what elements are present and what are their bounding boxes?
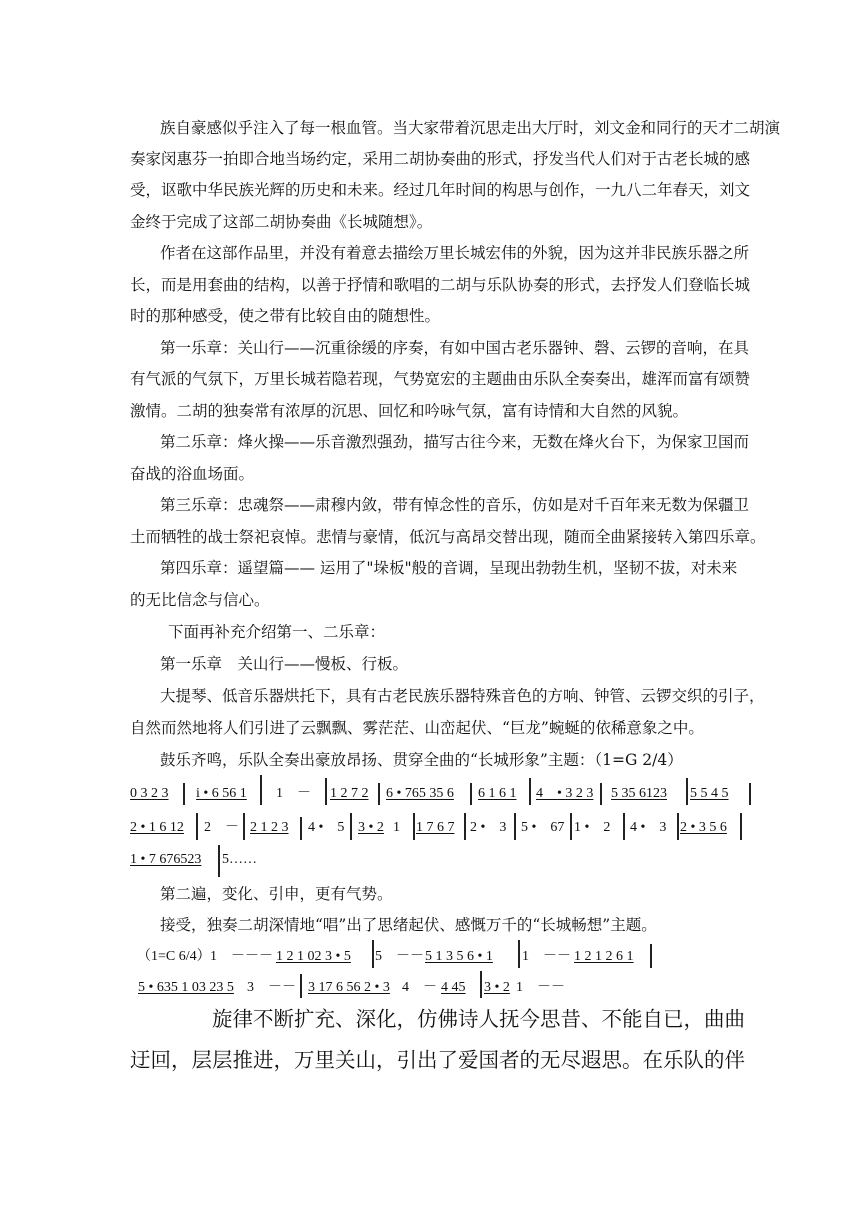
bar-line	[650, 944, 652, 968]
paragraph-line: 旋律不断扩充、深化，仿佛诗人抚今思昔、不能自已，曲曲	[212, 1007, 745, 1031]
score-note: 3 • 2	[484, 980, 510, 995]
score-note: 4 • 3 2 3	[536, 786, 594, 801]
bar-line	[514, 813, 516, 840]
bar-line	[300, 817, 302, 840]
bar-line	[196, 813, 198, 840]
score-note: 5……	[222, 852, 257, 867]
bar-line	[470, 783, 472, 805]
bar-line	[686, 778, 688, 805]
paragraph-line: 鼓乐齐鸣，乐队全奏出豪放昂扬、贯穿全曲的“长城形象”主题：（1=G 2/4）	[160, 751, 683, 769]
bar-line	[518, 940, 520, 968]
paragraph-line: 土而牺牲的战士祭祀哀悼。悲情与豪情，低沉与高昂交替出现，随而全曲紧接转入第四乐章。	[130, 528, 766, 546]
bar-line	[529, 778, 531, 805]
paragraph-line: 接受，独奏二胡深情地“唱”出了思绪起伏、感慨万千的“长城畅想”主题。	[160, 916, 657, 934]
bar-line	[749, 783, 751, 805]
bar-line	[260, 775, 262, 805]
paragraph-line: 受，讴歌中华民族光辉的历史和未来。经过几年时间的构思与创作，一九八二年春天，刘文	[130, 181, 751, 199]
paragraph-line: 自然而然地将人们引进了云飘飘、雾茫茫、山峦起伏、“巨龙”蜿蜒的依稀意象之中。	[130, 719, 704, 737]
paragraph-line: 激情。二胡的独奏常有浓厚的沉思、回忆和吟咏气氛，富有诗情和大自然的风貌。	[130, 402, 689, 420]
score-note: i • 6 56 1	[196, 786, 247, 801]
score-note: 1	[393, 820, 400, 835]
paragraph-line: 族自豪感似乎注入了每一根血管。当大家带着沉思走出大厅时，刘文金和同行的天才二胡演	[160, 119, 781, 137]
key-signature: （1=C 6/4）	[137, 949, 211, 964]
score-note: 5 －－	[375, 949, 424, 964]
score-note: 1 7 6 7	[416, 820, 455, 835]
score-note: 4 • 5	[308, 820, 345, 835]
score-note: 2 • 3 5 6	[680, 820, 727, 835]
paragraph-line: 第一乐章：关山行——沉重徐缓的序奏，有如中国古老乐器钟、磬、云锣的音响，在具	[160, 339, 750, 357]
score-note: 5 • 67	[521, 820, 565, 835]
score-note: 1 －	[276, 786, 311, 801]
bar-line	[413, 813, 415, 840]
paragraph-line: 奋战的浴血场面。	[130, 465, 255, 483]
bar-line	[372, 940, 374, 968]
score-note: 1 • 7 676523	[130, 852, 202, 867]
score-note: 3 17 6 56 2 • 3	[308, 980, 390, 995]
score-note: 1 2 1 02 3 • 5	[276, 949, 351, 964]
bar-line	[677, 813, 679, 840]
bar-line	[325, 778, 327, 805]
paragraph-line: 第二遍，变化、引申，更有气势。	[160, 885, 393, 903]
score-note: 6 1 6 1	[478, 786, 517, 801]
score-note: 5 • 635 1 03 23 5	[138, 980, 234, 995]
bar-line	[300, 974, 302, 998]
score-note: 1 2 7 2	[330, 786, 369, 801]
score-note: 5 5 4 5	[690, 786, 729, 801]
paragraph-line: 第二乐章：烽火操——乐音激烈强劲，描写古往今来，无数在烽火台下，为保家卫国而	[160, 433, 750, 451]
paragraph-line: 大提琴、低音乐器烘托下，具有古老民族乐器特殊音色的方响、钟管、云锣交织的引子，	[160, 687, 765, 705]
score-note: 6 • 765 35 6	[386, 786, 454, 801]
score-note: 1 2 1 2 6 1	[574, 949, 634, 964]
paragraph-line: 金终于完成了这部二胡协奏曲《长城随想》。	[130, 213, 433, 231]
score-note: 1 －－－	[210, 949, 273, 964]
bar-line	[623, 813, 625, 840]
paragraph-line: 长，而是用套曲的结构，以善于抒情和歌唱的二胡与乐队协奏的形式，去抒发人们登临长城	[130, 276, 751, 294]
paragraph-line: 时的那种感受，使之带有比较自由的随想性。	[130, 307, 441, 325]
paragraph-line: 第三乐章：忠魂祭——肃穆内敛，带有悼念性的音乐，仿如是对千百年来无数为保疆卫	[160, 496, 750, 514]
paragraph-line: 第四乐章：遥望篇—— 运用了"垛板"般的音调，呈现出勃勃生机，坚韧不拔，对未来	[160, 559, 738, 577]
score-note: 3 －－	[247, 980, 296, 995]
score-note: 5 1 3 5 6 • 1	[425, 949, 493, 964]
score-note: 4 45	[441, 980, 466, 995]
paragraph-line: 有气派的气氛下，万里长城若隐若现，气势宽宏的主题曲由乐队全奏奏出，雄浑而富有颂赞	[130, 370, 751, 388]
score-note: 4 • 3	[630, 820, 667, 835]
score-note: 2 －	[204, 820, 239, 835]
bar-line	[183, 783, 185, 805]
score-note: 3 • 2	[358, 820, 384, 835]
bar-line	[464, 813, 466, 840]
bar-line	[740, 813, 742, 840]
score-note: 0 3 2 3	[130, 786, 169, 801]
score-note: 2 1 2 3	[250, 820, 289, 835]
score-note: 2 • 3	[470, 820, 507, 835]
paragraph-line: 的无比信念与信心。	[130, 591, 270, 609]
paragraph-line: 作者在这部作品里，并没有着意去描绘万里长城宏伟的外貌，因为这并非民族乐器之所	[160, 244, 750, 262]
bar-line	[600, 783, 602, 805]
bar-line	[243, 813, 245, 840]
bar-line	[480, 971, 482, 998]
bar-line	[570, 813, 572, 840]
paragraph-line: 下面再补充介绍第一、二乐章：	[168, 623, 386, 641]
paragraph-line: 第一乐章 关山行——慢板、行板。	[160, 655, 409, 673]
score-note: 4 －	[402, 980, 437, 995]
bar-line	[218, 845, 220, 877]
bar-line	[378, 783, 380, 805]
score-note: 1 －－	[522, 949, 571, 964]
score-note: 5 35 6123	[611, 786, 667, 801]
score-note: 1 • 2	[574, 820, 611, 835]
score-note: 1 －－	[516, 980, 565, 995]
bar-line	[350, 813, 352, 840]
paragraph-line: 奏家闵惠芬一拍即合地当场约定，采用二胡协奏曲的形式，抒发当代人们对于古老长城的感	[130, 150, 751, 168]
score-note: 2 • 1 6 12	[130, 820, 184, 835]
paragraph-line: 迂回，层层推进，万里关山，引出了爱国者的无尽遐思。在乐队的伴	[130, 1048, 745, 1072]
